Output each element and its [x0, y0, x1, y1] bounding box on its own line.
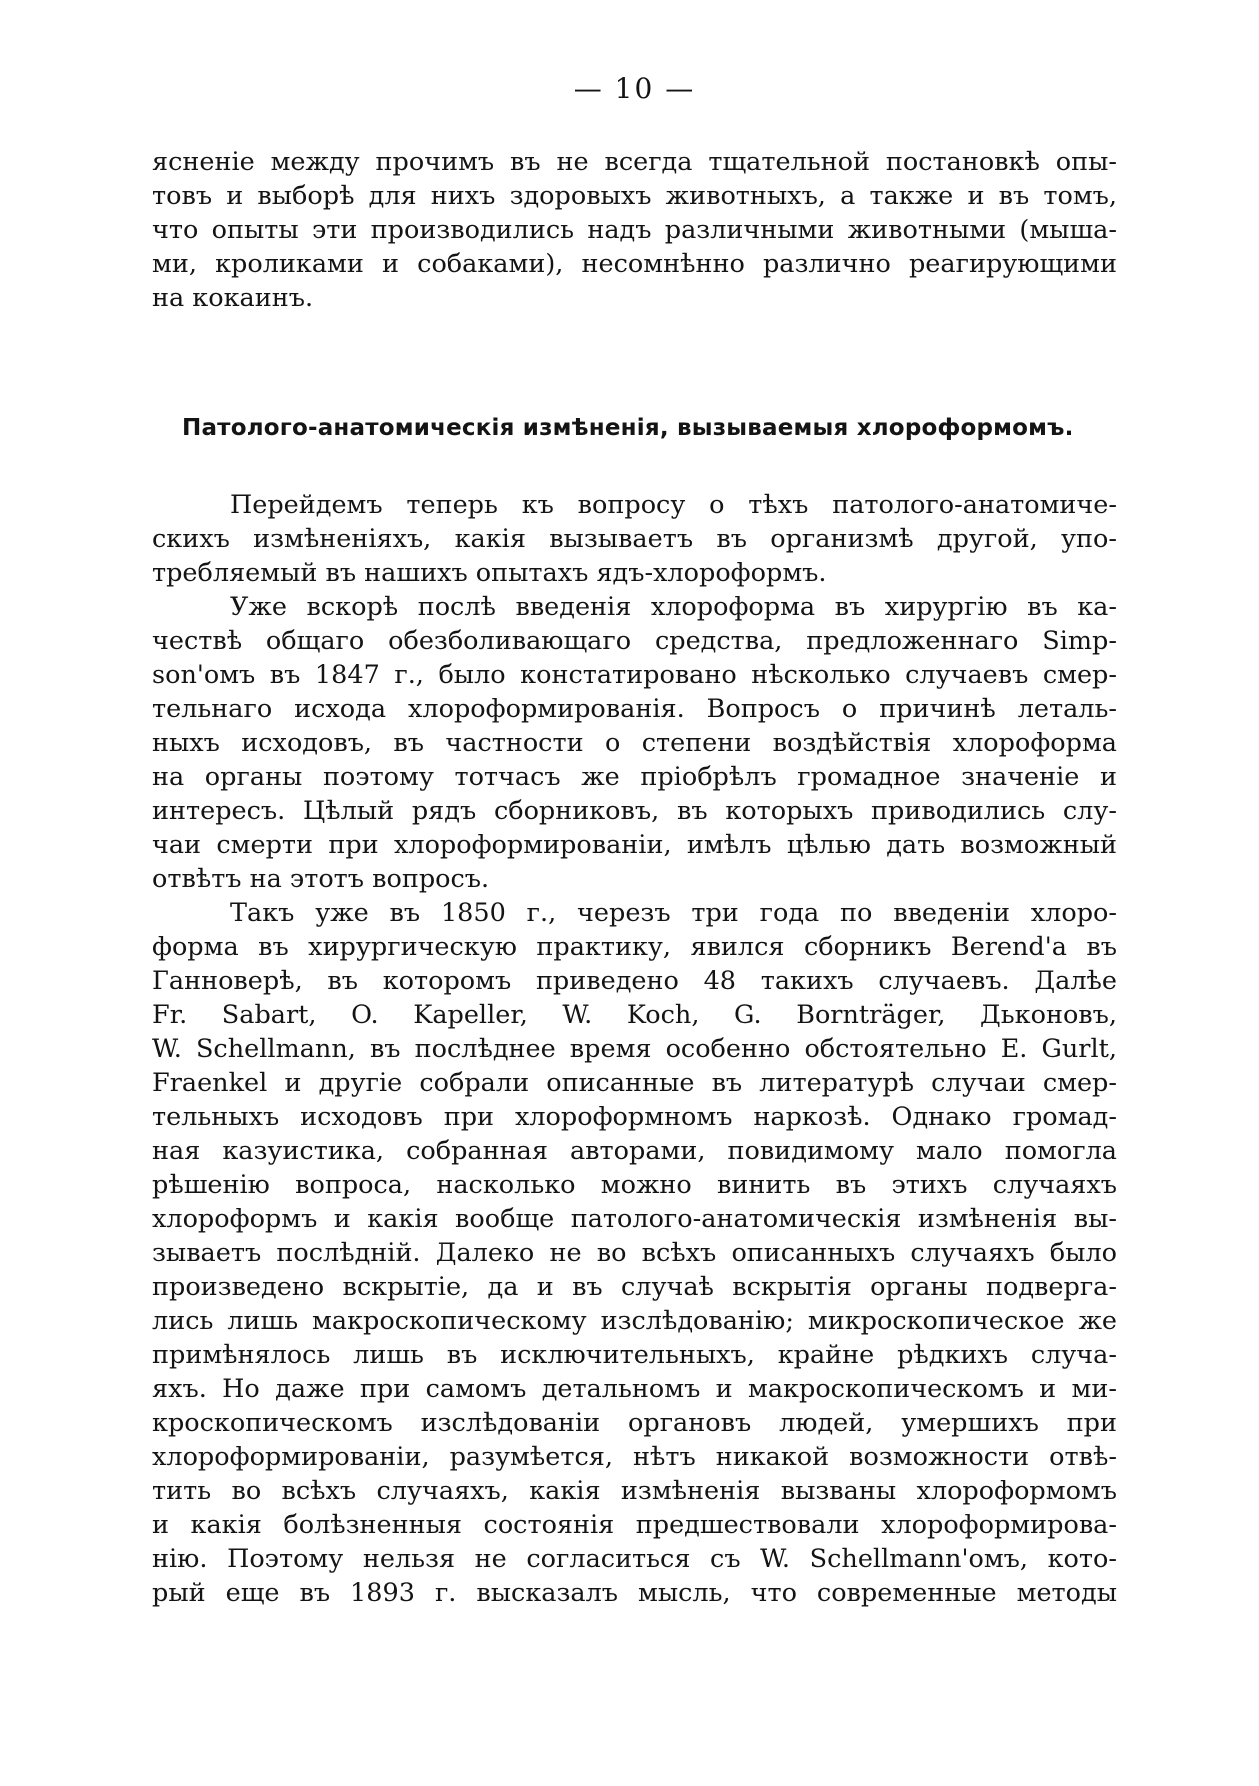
text-line: ясненіе между прочимъ въ не всегда тщательной постановкѣ опы- [152, 147, 1117, 177]
text-line: Такъ уже въ 1850 г., черезъ три года по введеніи хлоро- [230, 898, 1117, 928]
text-line: требляемый въ нашихъ опытахъ ядъ-хлороформъ. [152, 558, 827, 588]
text-line: форма въ хирургическую практику, явился сборникъ Berend'а въ [152, 932, 1117, 962]
text-line: скихъ измѣненіяхъ, какія вызываетъ въ организмѣ другой, упо- [152, 524, 1117, 554]
text-line: яхъ. Но даже при самомъ детальномъ и макроскопическомъ и ми- [152, 1374, 1117, 1404]
text-line: чествѣ общаго обезболивающаго средства, предложеннаго Simp- [152, 626, 1117, 656]
text-line: произведено вскрытіе, да и въ случаѣ вскрытія органы подверга- [152, 1272, 1117, 1302]
text-line: ная казуистика, собранная авторами, повидимому мало помогла [152, 1136, 1117, 1166]
text-line: чаи смерти при хлороформированіи, имѣлъ цѣлью дать возможный [152, 830, 1117, 860]
text-line: зываетъ послѣдній. Далеко не во всѣхъ описанныхъ случаяхъ было [152, 1238, 1117, 1268]
text-line: Ганноверѣ, въ которомъ приведено 48 такихъ случаевъ. Далѣе [152, 966, 1117, 996]
text-line: товъ и выборѣ для нихъ здоровыхъ животныхъ, а также и въ томъ, [152, 181, 1117, 211]
text-line: W. Schellmann, въ послѣднее время особенно обстоятельно E. Gurlt, [152, 1034, 1117, 1064]
text-line: на органы поэтому тотчасъ же пріобрѣлъ громадное значеніе и [152, 762, 1117, 792]
text-line: хлороформированіи, разумѣется, нѣтъ никакой возможности отвѣ- [152, 1442, 1117, 1472]
text-line: Перейдемъ теперь къ вопросу о тѣхъ патолого-анатомиче- [230, 490, 1117, 520]
text-line: Fraenkel и другіе собрали описанные въ литературѣ случаи смер- [152, 1068, 1117, 1098]
text-line: son'омъ въ 1847 г., было констатировано нѣсколько случаевъ смер- [152, 660, 1117, 690]
text-line: кроскопическомъ изслѣдованіи органовъ людей, умершихъ при [152, 1408, 1117, 1438]
text-line: тельныхъ исходовъ при хлороформномъ наркозѣ. Однако громад- [152, 1102, 1117, 1132]
section-heading: Патолого-анатомическія измѣненія, вызываемыя хлороформомъ. [182, 415, 1074, 441]
text-line: и какія болѣзненныя состоянія предшествовали хлороформирова- [152, 1510, 1117, 1540]
text-line: ми, кроликами и собаками), несомнѣнно различно реагирующими [152, 249, 1117, 279]
text-line: хлороформъ и какія вообще патолого-анатомическія измѣненія вы- [152, 1204, 1117, 1234]
text-line: рый еще въ 1893 г. высказалъ мысль, что современные методы [152, 1578, 1117, 1608]
document-page [152, 0, 1117, 1786]
text-line: отвѣтъ на этотъ вопросъ. [152, 864, 490, 894]
text-line: на кокаинъ. [152, 283, 314, 313]
text-line: тельнаго исхода хлороформированія. Вопросъ о причинѣ леталь- [152, 694, 1117, 724]
page-number: — 10 — [573, 72, 696, 105]
text-line: интересъ. Цѣлый рядъ сборниковъ, въ которыхъ приводились слу- [152, 796, 1117, 826]
text-line: Уже вскорѣ послѣ введенія хлороформа въ хирургію въ ка- [230, 592, 1117, 622]
text-line: нію. Поэтому нельзя не согласиться съ W. Schellmann'омъ, кото- [152, 1544, 1117, 1574]
text-line: тить во всѣхъ случаяхъ, какія измѣненія вызваны хлороформомъ [152, 1476, 1117, 1506]
text-line: что опыты эти производились надъ различными животными (мыша- [152, 215, 1117, 245]
text-line: примѣнялось лишь въ исключительныхъ, крайне рѣдкихъ случа- [152, 1340, 1117, 1370]
text-line: рѣшенію вопроса, насколько можно винить въ этихъ случаяхъ [152, 1170, 1117, 1200]
text-line: лись лишь макроскопическому изслѣдованію; микроскопическое же [152, 1306, 1117, 1336]
text-line: ныхъ исходовъ, въ частности о степени воздѣйствія хлороформа [152, 728, 1117, 758]
text-line: Fr. Sabart, O. Kapeller, W. Koch, G. Bornträger, Дьконовъ, [152, 1000, 1117, 1030]
